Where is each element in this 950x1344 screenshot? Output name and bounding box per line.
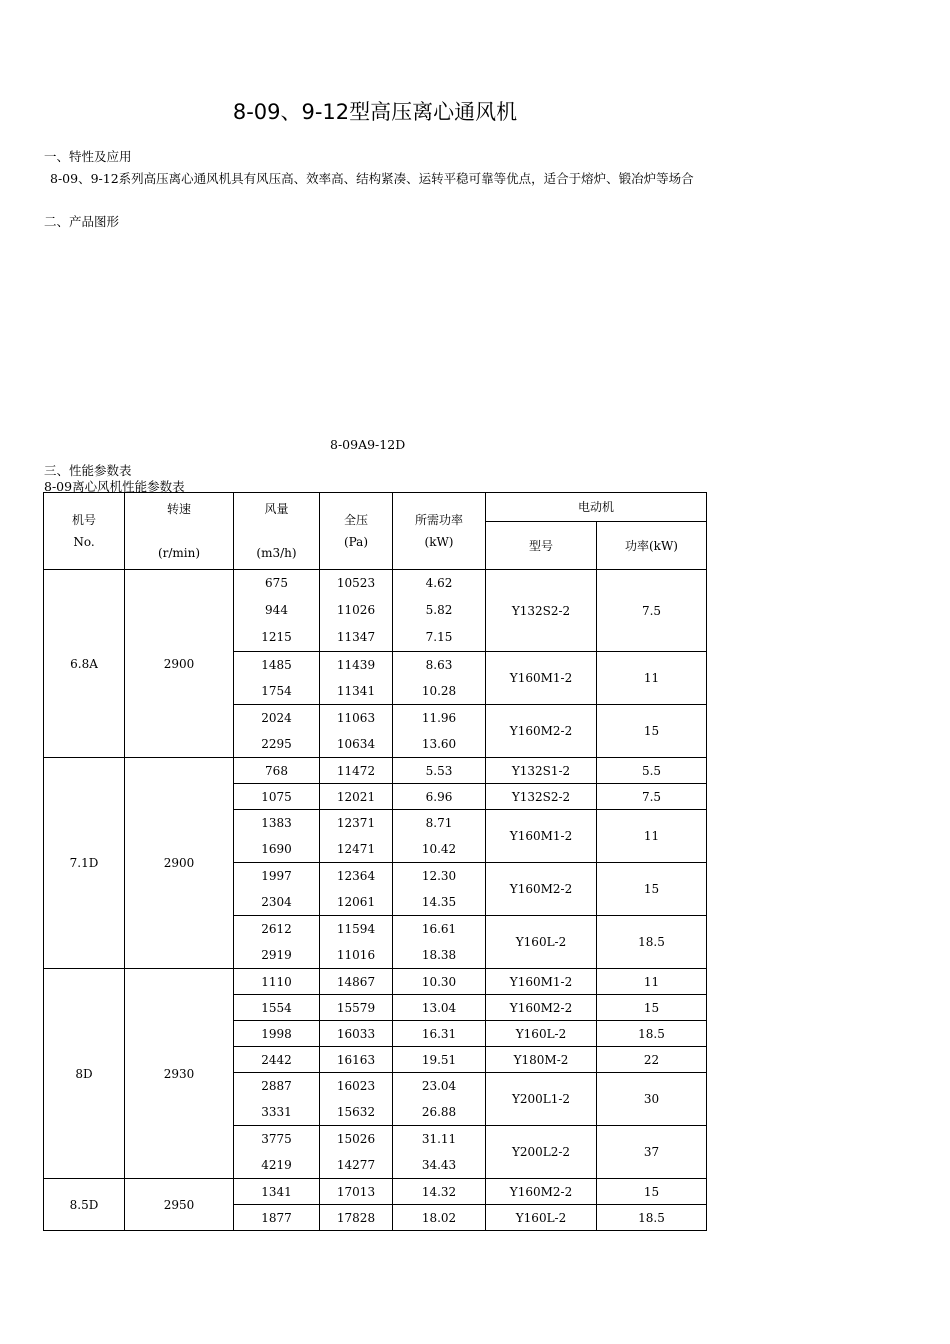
header-machine-no xyxy=(44,493,125,570)
pressure-cell-values-line: 14867 xyxy=(336,974,376,989)
power-cell-values xyxy=(393,652,485,704)
speed-cell: 2930 xyxy=(125,969,234,1179)
motor-model-cell: Y160M2-2 xyxy=(486,863,597,916)
flow-cell-values xyxy=(234,1027,319,1041)
header-power xyxy=(393,493,486,570)
power-cell-values-line: 10.42 xyxy=(421,842,457,856)
power-cell xyxy=(393,570,486,652)
power-cell-values xyxy=(393,1053,485,1067)
motor-power-cell: 37 xyxy=(597,1126,707,1179)
power-cell-values xyxy=(393,705,485,757)
table-row xyxy=(44,1179,707,1205)
motor-model-cell: Y200L1-2 xyxy=(486,1073,597,1126)
flow-cell xyxy=(234,995,320,1021)
flow-cell xyxy=(234,1047,320,1073)
motor-model-cell: Y200L2-2 xyxy=(486,1126,597,1179)
power-cell-values-line: 7.15 xyxy=(425,630,453,644)
power-cell-values xyxy=(393,916,485,968)
figure-caption: 8-09A9-12D xyxy=(330,437,406,452)
performance-table xyxy=(43,492,707,1231)
motor-power-cell: 11 xyxy=(597,652,707,705)
motor-power-cell: 15 xyxy=(597,705,707,758)
pressure-cell-values-line: 15026 xyxy=(336,1132,376,1146)
pressure-cell xyxy=(320,1047,393,1073)
pressure-cell xyxy=(320,1205,393,1231)
motor-model-cell: Y160M2-2 xyxy=(486,995,597,1021)
pressure-cell xyxy=(320,758,393,784)
power-cell xyxy=(393,969,486,995)
flow-cell-values xyxy=(234,916,319,968)
flow-cell-values xyxy=(234,975,319,989)
pressure-cell-values-line: 11026 xyxy=(336,603,376,617)
header-speed-line: 转速 xyxy=(166,502,191,516)
pressure-cell-values xyxy=(320,652,392,704)
flow-cell-values xyxy=(234,1001,319,1015)
flow-cell-values-line: 1998 xyxy=(261,1026,292,1041)
flow-cell xyxy=(234,652,320,705)
flow-cell-values-line: 1110 xyxy=(261,974,292,989)
power-cell xyxy=(393,758,486,784)
pressure-cell xyxy=(320,705,393,758)
flow-cell-values xyxy=(234,652,319,704)
power-cell-values-line: 19.51 xyxy=(421,1052,457,1067)
header-machine-no-line: 机号 xyxy=(71,513,96,527)
header-speed xyxy=(125,493,234,570)
power-cell-values-line: 11.96 xyxy=(421,711,457,725)
pressure-cell-values-line: 12371 xyxy=(336,816,376,830)
pressure-cell-values xyxy=(320,1027,392,1041)
speed-cell: 2900 xyxy=(125,570,234,758)
flow-cell xyxy=(234,705,320,758)
flow-cell-values xyxy=(234,570,319,651)
features-paragraph: 8-09、9-12系列高压离心通风机具有风压高、效率高、结构紧凑、运转平稳可靠等优点，适合于熔炉、锻冶炉等场合 xyxy=(50,171,694,186)
pressure-cell xyxy=(320,810,393,863)
motor-power-cell: 18.5 xyxy=(597,916,707,969)
pressure-cell-values xyxy=(320,975,392,989)
power-cell-values-line: 34.43 xyxy=(421,1158,457,1172)
power-cell xyxy=(393,995,486,1021)
pressure-cell-values-line: 11594 xyxy=(336,922,376,936)
machine-no-cell: 8.5D xyxy=(44,1179,125,1231)
pressure-cell xyxy=(320,995,393,1021)
power-cell xyxy=(393,705,486,758)
header-power-line: (kW) xyxy=(424,535,454,549)
machine-no-cell: 8D xyxy=(44,969,125,1179)
power-cell-values-line: 14.32 xyxy=(421,1184,457,1199)
flow-cell-values-line: 944 xyxy=(265,603,288,617)
power-cell-values-line: 12.30 xyxy=(421,869,457,883)
pressure-cell-values-line: 11347 xyxy=(336,630,376,644)
pressure-cell-values-line: 17828 xyxy=(336,1210,376,1225)
pressure-cell-values-line: 12364 xyxy=(336,869,376,883)
header-motor: 电动机 xyxy=(486,493,707,522)
flow-cell xyxy=(234,784,320,810)
power-cell-values-line: 23.04 xyxy=(421,1079,457,1093)
speed-cell: 2950 xyxy=(125,1179,234,1231)
power-cell-values xyxy=(393,1185,485,1199)
flow-cell-values-line: 2304 xyxy=(261,895,292,909)
motor-power-cell: 18.5 xyxy=(597,1205,707,1231)
flow-cell-values xyxy=(234,1073,319,1125)
power-cell xyxy=(393,784,486,810)
machine-no-cell: 6.8A xyxy=(44,570,125,758)
motor-model-cell: Y132S1-2 xyxy=(486,758,597,784)
motor-model-cell: Y160M2-2 xyxy=(486,1179,597,1205)
header-motor-power: 功率(kW) xyxy=(597,522,707,570)
motor-power-cell: 15 xyxy=(597,863,707,916)
power-cell-values xyxy=(393,1001,485,1015)
header-flow-line: 风量 xyxy=(264,502,289,516)
pressure-cell-values xyxy=(320,1211,392,1225)
flow-cell xyxy=(234,1205,320,1231)
power-cell xyxy=(393,1205,486,1231)
pressure-cell-values-line: 14277 xyxy=(336,1158,376,1172)
flow-cell-values-line: 1997 xyxy=(261,869,292,883)
pressure-cell-values-line: 15579 xyxy=(336,1000,376,1015)
flow-cell xyxy=(234,1126,320,1179)
power-cell-values xyxy=(393,1073,485,1125)
motor-model-cell: Y180M-2 xyxy=(486,1047,597,1073)
power-cell-values-line: 4.62 xyxy=(425,576,453,590)
flow-cell-values-line: 3331 xyxy=(261,1105,292,1119)
pressure-cell-values xyxy=(320,916,392,968)
power-cell-values xyxy=(393,570,485,651)
motor-power-cell: 22 xyxy=(597,1047,707,1073)
flow-cell-values-line: 1690 xyxy=(261,842,292,856)
motor-power-cell: 11 xyxy=(597,810,707,863)
pressure-cell xyxy=(320,570,393,652)
table-row xyxy=(44,570,707,652)
flow-cell xyxy=(234,863,320,916)
power-cell-values xyxy=(393,764,485,778)
flow-cell-values-line: 1485 xyxy=(261,658,292,672)
pressure-cell-values-line: 10523 xyxy=(336,576,376,590)
flow-cell-values-line: 1877 xyxy=(261,1210,292,1225)
flow-cell-values xyxy=(234,790,319,804)
flow-cell-values-line: 1075 xyxy=(261,789,292,804)
pressure-cell-values xyxy=(320,863,392,915)
flow-cell-values xyxy=(234,810,319,862)
pressure-cell-values xyxy=(320,764,392,778)
table-row xyxy=(44,758,707,784)
pressure-cell-values-line: 16023 xyxy=(336,1079,376,1093)
section-heading-figure: 二、产品图形 xyxy=(44,214,120,229)
flow-cell xyxy=(234,969,320,995)
flow-cell-values xyxy=(234,1053,319,1067)
power-cell-values-line: 8.71 xyxy=(425,816,453,830)
pressure-cell-values-line: 16163 xyxy=(336,1052,376,1067)
machine-no-cell: 7.1D xyxy=(44,758,125,969)
power-cell xyxy=(393,1179,486,1205)
page-title: 8-09、9-12型高压离心通风机 xyxy=(232,100,518,124)
section-heading-features: 一、特性及应用 xyxy=(44,149,132,164)
pressure-cell-values xyxy=(320,790,392,804)
motor-power-cell: 7.5 xyxy=(597,570,707,652)
pressure-cell-values-line: 12021 xyxy=(336,789,376,804)
power-cell-values-line: 16.61 xyxy=(421,922,457,936)
power-cell-values xyxy=(393,810,485,862)
motor-model-cell: Y132S2-2 xyxy=(486,570,597,652)
header-row xyxy=(44,493,707,522)
flow-cell-values-line: 4219 xyxy=(261,1158,292,1172)
motor-model-cell: Y160M1-2 xyxy=(486,969,597,995)
power-cell-values-line: 18.02 xyxy=(421,1210,457,1225)
power-cell-values-line: 13.04 xyxy=(421,1000,457,1015)
power-cell-values-line: 18.38 xyxy=(421,948,457,962)
flow-cell-values-line: 2295 xyxy=(261,737,292,751)
flow-cell xyxy=(234,570,320,652)
flow-cell-values-line: 2612 xyxy=(261,922,292,936)
power-cell-values-line: 31.11 xyxy=(421,1132,457,1146)
motor-power-cell: 15 xyxy=(597,995,707,1021)
pressure-cell-values xyxy=(320,1185,392,1199)
pressure-cell xyxy=(320,1021,393,1047)
power-cell-values-line: 5.53 xyxy=(425,763,453,778)
power-cell-values-line: 6.96 xyxy=(425,789,453,804)
power-cell-values-line: 13.60 xyxy=(421,737,457,751)
header-pressure xyxy=(320,493,393,570)
flow-cell-values-line: 3775 xyxy=(261,1132,292,1146)
pressure-cell-values-line: 16033 xyxy=(336,1026,376,1041)
power-cell xyxy=(393,916,486,969)
motor-model-cell: Y160M2-2 xyxy=(486,705,597,758)
pressure-cell xyxy=(320,1179,393,1205)
table-row xyxy=(44,969,707,995)
header-power-line: 所需功率 xyxy=(414,513,463,527)
pressure-cell-values xyxy=(320,810,392,862)
header-model: 型号 xyxy=(486,522,597,570)
pressure-cell-values-line: 17013 xyxy=(336,1184,376,1199)
motor-power-cell: 15 xyxy=(597,1179,707,1205)
header-flow-line: (m3/h) xyxy=(256,546,297,560)
header-pressure-line: (Pa) xyxy=(343,535,369,549)
flow-cell-values-line: 1383 xyxy=(261,816,292,830)
motor-model-cell: Y160M1-2 xyxy=(486,652,597,705)
pressure-cell-values-line: 15632 xyxy=(336,1105,376,1119)
flow-cell xyxy=(234,810,320,863)
pressure-cell-values-line: 12061 xyxy=(336,895,376,909)
motor-model-cell: Y160L-2 xyxy=(486,916,597,969)
flow-cell xyxy=(234,1021,320,1047)
power-cell-values xyxy=(393,863,485,915)
pressure-cell-values-line: 11016 xyxy=(336,948,376,962)
pressure-cell xyxy=(320,916,393,969)
flow-cell-values xyxy=(234,705,319,757)
flow-cell xyxy=(234,758,320,784)
pressure-cell-values xyxy=(320,570,392,651)
header-speed-line: (r/min) xyxy=(157,546,201,560)
flow-cell-values-line: 1215 xyxy=(261,630,292,644)
flow-cell-values xyxy=(234,764,319,778)
pressure-cell-values xyxy=(320,1073,392,1125)
power-cell xyxy=(393,810,486,863)
pressure-cell-values-line: 11063 xyxy=(336,711,376,725)
flow-cell-values xyxy=(234,1211,319,1225)
power-cell xyxy=(393,1126,486,1179)
motor-power-cell: 11 xyxy=(597,969,707,995)
motor-model-cell: Y132S2-2 xyxy=(486,784,597,810)
flow-cell-values-line: 1754 xyxy=(261,684,292,698)
power-cell-values xyxy=(393,1211,485,1225)
power-cell-values-line: 10.28 xyxy=(421,684,457,698)
motor-model-cell: Y160L-2 xyxy=(486,1021,597,1047)
power-cell-values xyxy=(393,975,485,989)
flow-cell-values-line: 1341 xyxy=(261,1184,292,1199)
pressure-cell-values xyxy=(320,1053,392,1067)
header-pressure-line: 全压 xyxy=(343,513,368,527)
flow-cell-values-line: 768 xyxy=(265,763,288,778)
pressure-cell-values xyxy=(320,1126,392,1178)
power-cell-values xyxy=(393,1027,485,1041)
pressure-cell-values xyxy=(320,705,392,757)
pressure-cell-values-line: 12471 xyxy=(336,842,376,856)
flow-cell-values-line: 1554 xyxy=(261,1000,292,1015)
power-cell xyxy=(393,1021,486,1047)
flow-cell-values xyxy=(234,863,319,915)
power-cell-values-line: 10.30 xyxy=(421,974,457,989)
flow-cell-values xyxy=(234,1126,319,1178)
power-cell xyxy=(393,1047,486,1073)
flow-cell xyxy=(234,1073,320,1126)
pressure-cell xyxy=(320,969,393,995)
motor-power-cell: 18.5 xyxy=(597,1021,707,1047)
motor-model-cell: Y160M1-2 xyxy=(486,810,597,863)
power-cell-values-line: 16.31 xyxy=(421,1026,457,1041)
power-cell-values-line: 5.82 xyxy=(425,603,453,617)
flow-cell-values-line: 675 xyxy=(265,576,288,590)
flow-cell-values-line: 2024 xyxy=(261,711,292,725)
motor-power-cell: 7.5 xyxy=(597,784,707,810)
motor-power-cell: 5.5 xyxy=(597,758,707,784)
power-cell-values xyxy=(393,1126,485,1178)
power-cell xyxy=(393,863,486,916)
pressure-cell xyxy=(320,652,393,705)
flow-cell-values-line: 2919 xyxy=(261,948,292,962)
motor-model-cell: Y160L-2 xyxy=(486,1205,597,1231)
flow-cell-values xyxy=(234,1185,319,1199)
power-cell xyxy=(393,1073,486,1126)
pressure-cell-values xyxy=(320,1001,392,1015)
pressure-cell-values-line: 11472 xyxy=(336,763,376,778)
power-cell xyxy=(393,652,486,705)
pressure-cell xyxy=(320,1073,393,1126)
section-heading-params: 三、性能参数表 xyxy=(44,463,132,478)
pressure-cell-values-line: 11341 xyxy=(336,684,376,698)
power-cell-values-line: 8.63 xyxy=(425,658,453,672)
flow-cell xyxy=(234,916,320,969)
power-cell-values-line: 26.88 xyxy=(421,1105,457,1119)
pressure-cell-values-line: 11439 xyxy=(336,658,376,672)
power-cell-values-line: 14.35 xyxy=(421,895,457,909)
header-machine-no-line: No. xyxy=(73,535,95,549)
power-cell-values xyxy=(393,790,485,804)
pressure-cell xyxy=(320,1126,393,1179)
flow-cell xyxy=(234,1179,320,1205)
speed-cell: 2900 xyxy=(125,758,234,969)
flow-cell-values-line: 2887 xyxy=(261,1079,292,1093)
table-caption: 8-09离心风机性能参数表 xyxy=(44,479,185,494)
header-flow xyxy=(234,493,320,570)
pressure-cell xyxy=(320,784,393,810)
pressure-cell xyxy=(320,863,393,916)
pressure-cell-values-line: 10634 xyxy=(336,737,376,751)
motor-power-cell: 30 xyxy=(597,1073,707,1126)
flow-cell-values-line: 2442 xyxy=(261,1052,292,1067)
